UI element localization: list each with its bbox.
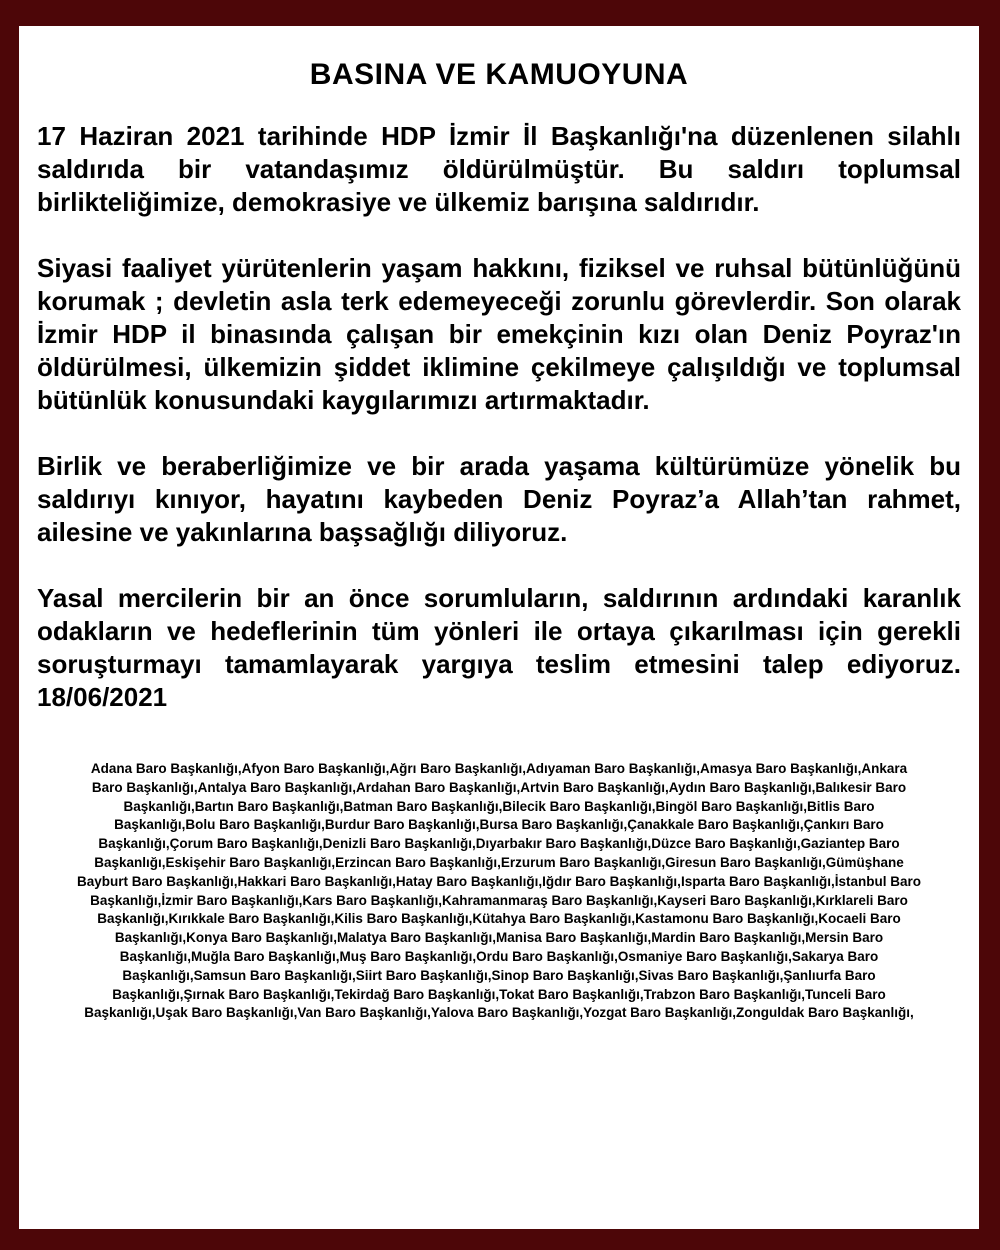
statement-paragraph-3: Birlik ve beraberliğimize ve bir arada yaşama kültürümüze yönelik bu saldırıyı kınıyor, hayatını kaybeden Deniz Poyraz’a Allah’tan rahmet, ailesine ve yakınlarına başsağlığı diliyoruz. — [37, 451, 961, 547]
statement-paragraph-4-with-date: Yasal mercilerin bir an önce sorumluların, saldırının ardındaki karanlık odakların ve hedeflerinin tüm yönleri ile ortaya çıkarılması için gerekli soruşturmayı tamamlayarak yargıya teslim etmesini talep ediyoruz. 18/06/2021 — [37, 583, 961, 712]
statement-paragraph-1: 17 Haziran 2021 tarihinde HDP İzmir İl Başkanlığı'na düzenlenen silahlı saldırıda bir vatandaşımız öldürülmüştür. Bu saldırı toplumsal birlikteliğimize, demokrasiye ve ülkemiz barışına saldırıdır. — [37, 121, 961, 217]
page-title: BASINA VE KAMUOYUNA — [309, 58, 689, 91]
signatories-list: Adana Baro Başkanlığı,Afyon Baro Başkanlığı,Ağrı Baro Başkanlığı,Adıyaman Baro Başkanlığı,Amasya Baro Başkanlığı,Ankara Baro Başkanlığı,Antalya Baro Başkanlığı,Ardahan Baro Başkanlığı,Artvin Baro Başkanlığı,Aydın Baro Başkanlığı,Balıkesir Baro Başkanlığı,Bartın Baro Başkanlığı,Batman Baro Başkanlığı,Bilecik Baro Başkanlığı,Bingöl Baro Başkanlığı,Bitlis Baro Başkanlığı,Bolu Baro Başkanlığı,Burdur Baro Başkanlığı,Bursa Baro Başkanlığı,Çanakkale Baro Başkanlığı,Çankırı Baro Başkanlığı,Çorum Baro Başkanlığı,Denizli Baro Başkanlığı,Dıyarbakır Baro Başkanlığı,Düzce Baro Başkanlığı,Gaziantep Baro Başkanlığı,Eskişehir Baro Başkanlığı,Erzincan Baro Başkanlığı,Erzurum Baro Başkanlığı,Giresun Baro Başkanlığı,Gümüşhane Bayburt Baro Başkanlığı,Hakkari Baro Başkanlığı,Hatay Baro Başkanlığı,Iğdır Baro Başkanlığı,Isparta Baro Başkanlığı,İstanbul Baro Başkanlığı,İzmir Baro Başkanlığı,Kars Baro Başkanlığı,Kahramanmaraş Baro Başkanlığı,Kayseri Baro Başkanlığı,Kırklareli Baro Başkanlığı,Kırıkkale Baro Başkanlığı,Kilis Baro Başkanlığı,Kütahya Baro Başkanlığı,Kastamonu Baro Başkanlığı,Kocaeli Baro Başkanlığı,Konya Baro Başkanlığı,Malatya Baro Başkanlığı,Manisa Baro Başkanlığı,Mardin Baro Başkanlığı,Mersin Baro Başkanlığı,Muğla Baro Başkanlığı,Muş Baro Başkanlığı,Ordu Baro Başkanlığı,Osmaniye Baro Başkanlığı,Sakarya Baro Başkanlığı,Samsun Baro Başkanlığı,Siirt Baro Başkanlığı,Sinop Baro Başkanlığı,Sivas Baro Başkanlığı,Şanlıurfa Baro Başkanlığı,Şırnak Baro Başkanlığı,Tekirdağ Baro Başkanlığı,Tokat Baro Başkanlığı,Trabzon Baro Başkanlığı,Tunceli Baro Başkanlığı,Uşak Baro Başkanlığı,Van Baro Başkanlığı,Yalova Baro Başkanlığı,Yozgat Baro Başkanlığı,Zonguldak Baro Başkanlığı, — [76, 761, 922, 1021]
statement-paragraph-2: Siyasi faaliyet yürütenlerin yaşam hakkını, fiziksel ve ruhsal bütünlüğünü korumak ; devletin asla terk edemeyeceği zorunlu görevlerdir. Son olarak İzmir HDP il binasında çalışan bir emekçinin kızı olan Deniz Poyraz'ın öldürülmesi, ülkemizin şiddet iklimine çekilmeye çalışıldığı ve toplumsal bütünlük konusundaki kaygılarımızı artırmaktadır. — [37, 253, 961, 415]
press-statement-page — [19, 26, 979, 1229]
